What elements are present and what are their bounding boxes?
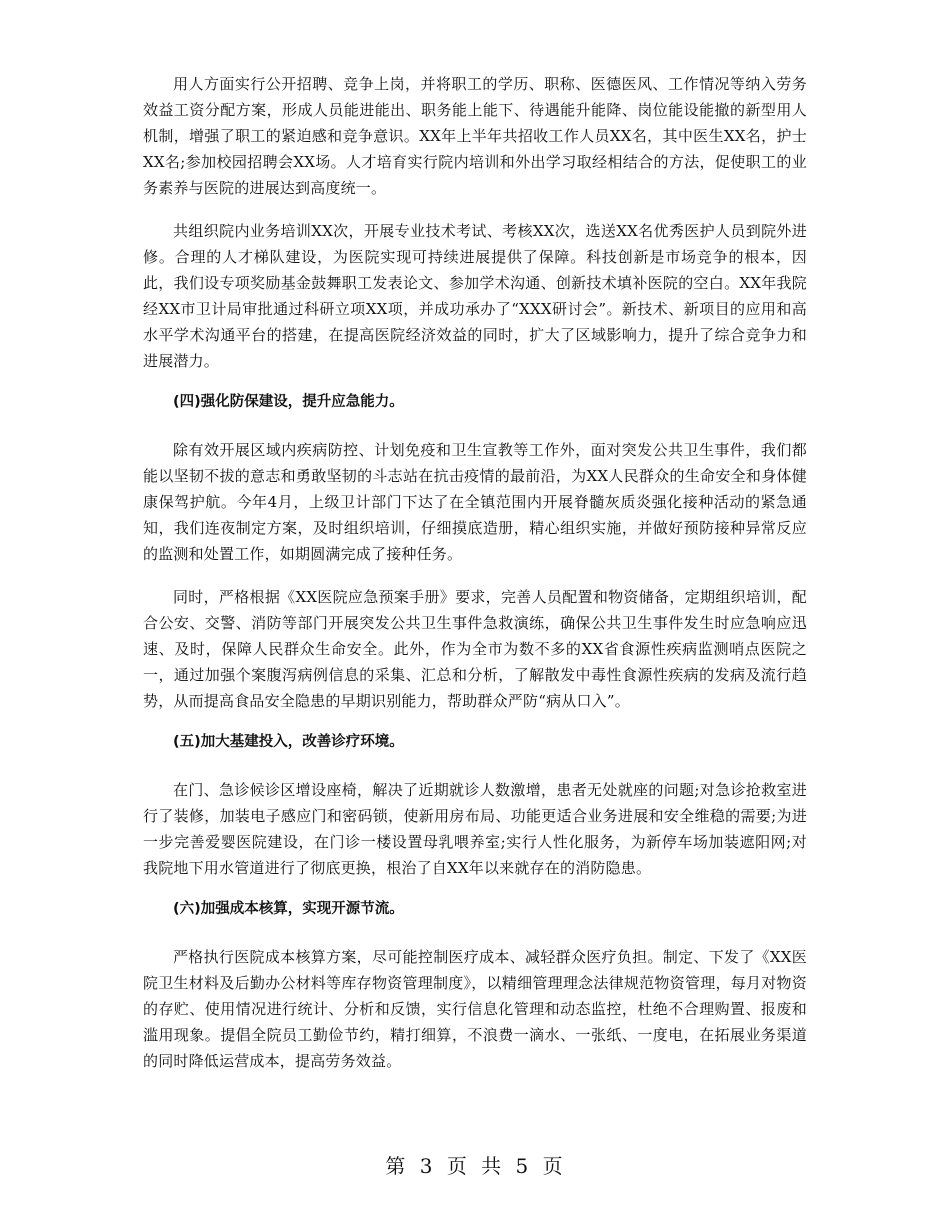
paragraph-training: 共组织院内业务培训XX次，开展专业技术考试、考核XX次，选送XX名优秀医护人员到院外进修。合理的人才梯队建设，为医院实现可持续进展提供了保障。科技创新是市场竞争的根本，因此，我们设专项奖励基金鼓舞职工发表论文、参加学术沟通、创新技术填补医院的空白。XX年我院经XX市卫计局审批通过科研立项XX项，并成功承办了“XXX研讨会”。新技术、新项目的应用和高水平学术沟通平台的搭建，在提高医院经济效益的同时，扩大了区域影响力，提升了综合竞争力和进展潜力。 [143, 222, 807, 370]
section-heading-4: (四)强化防保建设，提升应急能力。 [173, 394, 404, 410]
page-number-footer: 第 3 页 共 5 页 [385, 1154, 565, 1178]
paragraph-infrastructure: 在门、急诊候诊区增设座椅，解决了近期就诊人数激增，患者无处就座的问题;对急诊抢救室进行了装修，加装电子感应门和密码锁，使新用房布局、功能更适合业务进展和安全维稳的需要;为进一步完善爱婴医院建设，在门诊一楼设置母乳喂养室;实行人性化服务，为新停车场加装遮阳网;对我院地下用水管道进行了彻底更换，根治了自XX年以来就存在的消防隐患。 [143, 781, 807, 877]
section-heading-5: (五)加大基建投入，改善诊疗环境。 [173, 734, 404, 750]
document-body [143, 71, 807, 1091]
paragraph-recruitment: 用人方面实行公开招聘、竞争上岗，并将职工的学历、职称、医德医风、工作情况等纳入劳务效益工资分配方案，形成人员能进能出、职务能上能下、待遇能升能降、岗位能设能撤的新型用人机制，增强了职工的紧迫感和竞争意识。XX年上半年共招收工作人员XX名，其中医生XX名，护士XX名;参加校园招聘会XX场。人才培育实行院内培训和外出学习取经相结合的方法，促使职工的业务素养与医院的进展达到高度统一。 [143, 75, 807, 197]
paragraph-cost-accounting: 严格执行医院成本核算方案，尽可能控制医疗成本、减轻群众医疗负担。制定、下发了《XX医院卫生材料及后勤办公材料等库存物资管理制度》，以精细管理理念法律规范物资管理，每月对物资的存贮、使用情况进行统计、分析和反馈，实行信息化管理和动态监控，杜绝不合理购置、报废和滥用现象。提倡全院员工勤俭节约，精打细算，不浪费一滴水、一张纸、一度电，在拓展业务渠道的同时降低运营成本，提高劳务效益。 [143, 948, 807, 1070]
section-heading-6: (六)加强成本核算，实现开源节流。 [173, 901, 404, 917]
paragraph-emergency: 同时，严格根据《XX医院应急预案手册》要求，完善人员配置和物资储备，定期组织培训，配合公安、交警、消防等部门开展突发公共卫生事件急救演练，确保公共卫生事件发生时应急响应迅速、及时，保障人民群众生命安全。此外，作为全市为数不多的XX省食源性疾病监测哨点医院之一，通过加强个案腹泻病例信息的采集、汇总和分析，了解散发中毒性食源性疾病的发病及流行趋势，从而提高食品安全隐患的早期识别能力，帮助群众严防“病从口入”。 [143, 588, 807, 710]
paragraph-disease-control: 除有效开展区域内疾病防控、计划免疫和卫生宣教等工作外，面对突发公共卫生事件，我们都能以坚韧不拔的意志和勇敢坚韧的斗志站在抗击疫情的最前沿，为XX人民群众的生命安全和身体健康保驾护航。今年4月，上级卫计部门下达了在全镇范围内开展脊髓灰质炎强化接种活动的紧急通知，我们连夜制定方案，及时组织培训，仔细摸底造册，精心组织实施，并做好预防接种异常反应的监测和处置工作，如期圆满完成了接种任务。 [143, 441, 807, 563]
